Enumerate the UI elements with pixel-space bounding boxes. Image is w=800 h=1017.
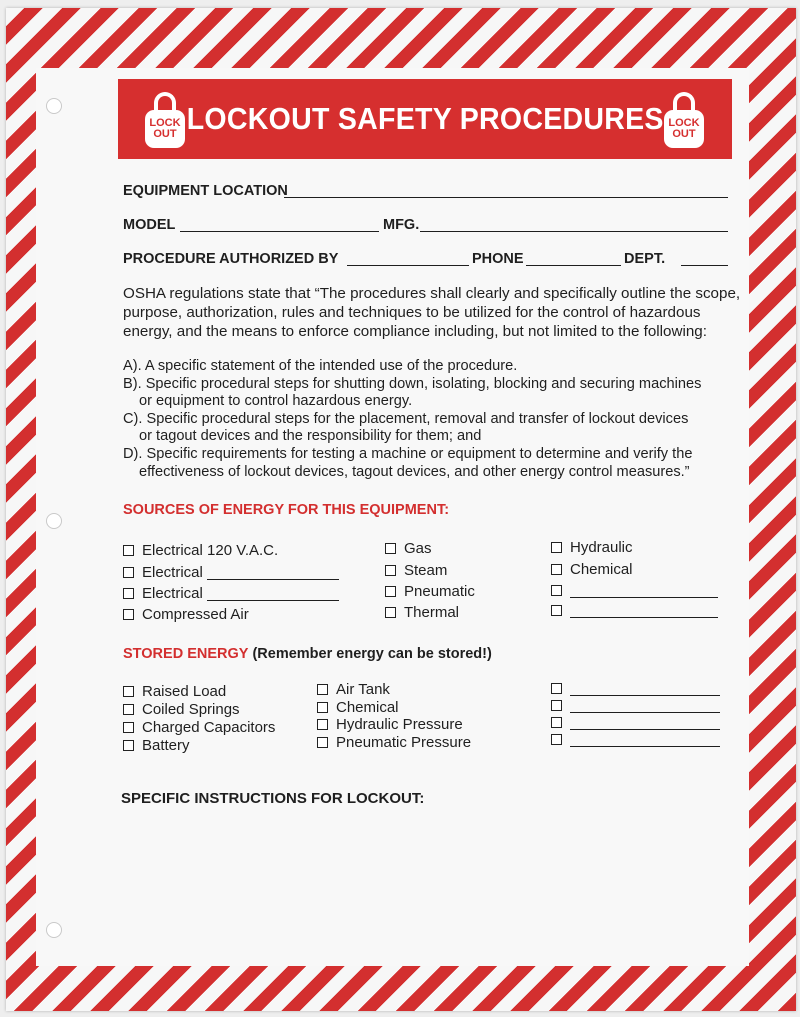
checkbox[interactable] xyxy=(123,545,134,556)
page-title: LOCKOUT SAFETY PROCEDURES xyxy=(186,101,664,136)
checkbox-item[interactable] xyxy=(551,714,720,731)
checkbox-label: Compressed Air xyxy=(142,606,249,623)
mfg-label: MFG. xyxy=(383,217,420,233)
checkbox-item[interactable] xyxy=(551,539,633,556)
binder-hole xyxy=(46,922,62,938)
checkbox-label: Electrical xyxy=(142,564,203,581)
fill-in-line[interactable] xyxy=(207,600,339,601)
checkbox[interactable] xyxy=(551,683,562,694)
checkbox-label: Electrical xyxy=(142,585,203,602)
checkbox[interactable] xyxy=(123,704,134,715)
checkbox[interactable] xyxy=(385,543,396,554)
checkbox-label: Steam xyxy=(404,562,448,579)
checkbox-label: Pneumatic Pressure xyxy=(336,734,472,751)
equipment-location-label: EQUIPMENT LOCATION xyxy=(123,183,288,199)
intro-line: purpose, authorization, rules and techniques to be utilized for the control of hazardous xyxy=(123,304,701,321)
checkbox-item[interactable] xyxy=(385,540,432,557)
stored-energy-title: STORED ENERGY xyxy=(123,646,249,662)
checkbox-item[interactable] xyxy=(123,542,278,559)
procedure-authorized-by-label: PROCEDURE AUTHORIZED BY xyxy=(123,251,339,267)
instructions-heading: SPECIFIC INSTRUCTIONS FOR LOCKOUT: xyxy=(121,790,425,807)
checkbox[interactable] xyxy=(123,740,134,751)
padlock-icon xyxy=(664,92,704,148)
stored-energy-note: (Remember energy can be stored!) xyxy=(252,646,492,662)
lock-label-bottom: OUT xyxy=(153,128,177,140)
checkbox-label: Chemical xyxy=(336,699,399,716)
checkbox-item[interactable] xyxy=(123,737,190,754)
checkbox[interactable] xyxy=(551,734,562,745)
binder-hole xyxy=(46,98,62,114)
checkbox-item[interactable] xyxy=(385,562,447,579)
phone-label: PHONE xyxy=(472,251,524,267)
checkbox[interactable] xyxy=(551,542,562,553)
requirement-item: or equipment to control hazardous energy. xyxy=(139,393,413,410)
checkbox[interactable] xyxy=(385,586,396,597)
fill-in-line[interactable] xyxy=(207,579,339,580)
requirement-item: D). Specific requirements for testing a machine or equipment to determine and verify the xyxy=(123,445,693,462)
dept-field[interactable] xyxy=(681,265,728,266)
model-field[interactable] xyxy=(180,231,379,232)
checkbox[interactable] xyxy=(551,605,562,616)
requirement-item: B). Specific procedural steps for shutting down, isolating, blocking and securing machines xyxy=(123,375,702,392)
checkbox-item[interactable] xyxy=(551,582,718,599)
phone-field[interactable] xyxy=(526,265,621,266)
checkbox-label: Chemical xyxy=(570,561,633,578)
checkbox[interactable] xyxy=(123,588,134,599)
checkbox[interactable] xyxy=(317,719,328,730)
checkbox-item[interactable] xyxy=(123,683,226,700)
procedure-authorized-by-field[interactable] xyxy=(347,265,469,266)
fill-in-line[interactable] xyxy=(570,746,720,747)
lock-label-top: LOCK xyxy=(149,117,181,129)
checkbox-item[interactable] xyxy=(123,719,275,736)
checkbox[interactable] xyxy=(123,722,134,733)
padlock-icon xyxy=(145,92,185,148)
checkbox[interactable] xyxy=(385,607,396,618)
checkbox[interactable] xyxy=(317,737,328,748)
checkbox-item[interactable] xyxy=(317,699,399,716)
binder-hole xyxy=(46,513,62,529)
checkbox-item[interactable] xyxy=(317,716,463,733)
checkbox[interactable] xyxy=(385,565,396,576)
checkbox-item[interactable] xyxy=(385,583,475,600)
checkbox[interactable] xyxy=(123,609,134,620)
checkbox-label: Electrical 120 V.A.C. xyxy=(142,542,279,559)
checkbox-item[interactable] xyxy=(551,561,633,578)
requirement-item: C). Specific procedural steps for the placement, removal and transfer of lockout devices xyxy=(123,410,689,427)
checkbox-label: Charged Capacitors xyxy=(142,719,276,736)
checkbox-label: Thermal xyxy=(404,604,460,621)
checkbox[interactable] xyxy=(123,567,134,578)
checkbox[interactable] xyxy=(317,684,328,695)
fill-in-line[interactable] xyxy=(570,617,718,618)
checkbox-item[interactable] xyxy=(123,564,339,581)
checkbox-label: Battery xyxy=(142,737,190,754)
checkbox[interactable] xyxy=(123,686,134,697)
checkbox-label: Gas xyxy=(404,540,432,557)
checkbox[interactable] xyxy=(551,585,562,596)
fill-in-line[interactable] xyxy=(570,597,718,598)
instructions-area[interactable] xyxy=(121,815,731,950)
checkbox[interactable] xyxy=(551,700,562,711)
lock-label-bottom: OUT xyxy=(672,128,696,140)
checkbox-item[interactable] xyxy=(551,731,720,748)
checkbox-label: Hydraulic Pressure xyxy=(336,716,463,733)
checkbox-item[interactable] xyxy=(317,734,471,751)
model-label: MODEL xyxy=(123,217,176,233)
intro-line: OSHA regulations state that “The procedures shall clearly and specifically outline the scope, xyxy=(123,285,741,302)
checkbox-item[interactable] xyxy=(123,701,240,718)
checkbox-item[interactable] xyxy=(551,602,718,619)
osha-intro xyxy=(123,284,740,341)
checkbox-item[interactable] xyxy=(551,680,720,697)
checkbox[interactable] xyxy=(317,702,328,713)
dept-label: DEPT. xyxy=(624,251,666,267)
equipment-location-field[interactable] xyxy=(284,197,728,198)
checkbox-label: Raised Load xyxy=(142,683,227,700)
fill-in-line[interactable] xyxy=(570,695,720,696)
requirement-item: A). A specific statement of the intended use of the procedure. xyxy=(123,358,518,374)
checkbox-item[interactable] xyxy=(317,681,390,698)
stored-energy-heading xyxy=(123,646,492,662)
checkbox-label: Coiled Springs xyxy=(142,701,240,718)
lock-label-top: LOCK xyxy=(668,117,700,129)
checkbox-label: Hydraulic xyxy=(570,539,633,556)
fill-in-line[interactable] xyxy=(570,729,720,730)
sources-heading: SOURCES OF ENERGY FOR THIS EQUIPMENT: xyxy=(123,502,450,518)
title-banner xyxy=(118,79,732,159)
checkbox[interactable] xyxy=(551,717,562,728)
requirements-list xyxy=(123,358,701,481)
checkbox-item[interactable] xyxy=(385,604,459,621)
requirement-item: effectiveness of lockout devices, tagout devices, and other energy control measures.” xyxy=(139,463,690,480)
checkbox-item[interactable] xyxy=(551,697,720,714)
mfg-field[interactable] xyxy=(420,231,728,232)
checkbox-item[interactable] xyxy=(123,606,249,623)
intro-line: energy, and the means to enforce compliance including, but not limited to the following: xyxy=(123,323,707,340)
checkbox-label: Pneumatic xyxy=(404,583,475,600)
checkbox[interactable] xyxy=(551,564,562,575)
requirement-item: or tagout devices and the responsibility for them; and xyxy=(139,428,482,445)
checkbox-item[interactable] xyxy=(123,585,339,602)
fill-in-line[interactable] xyxy=(570,712,720,713)
checkbox-label: Air Tank xyxy=(336,681,390,698)
